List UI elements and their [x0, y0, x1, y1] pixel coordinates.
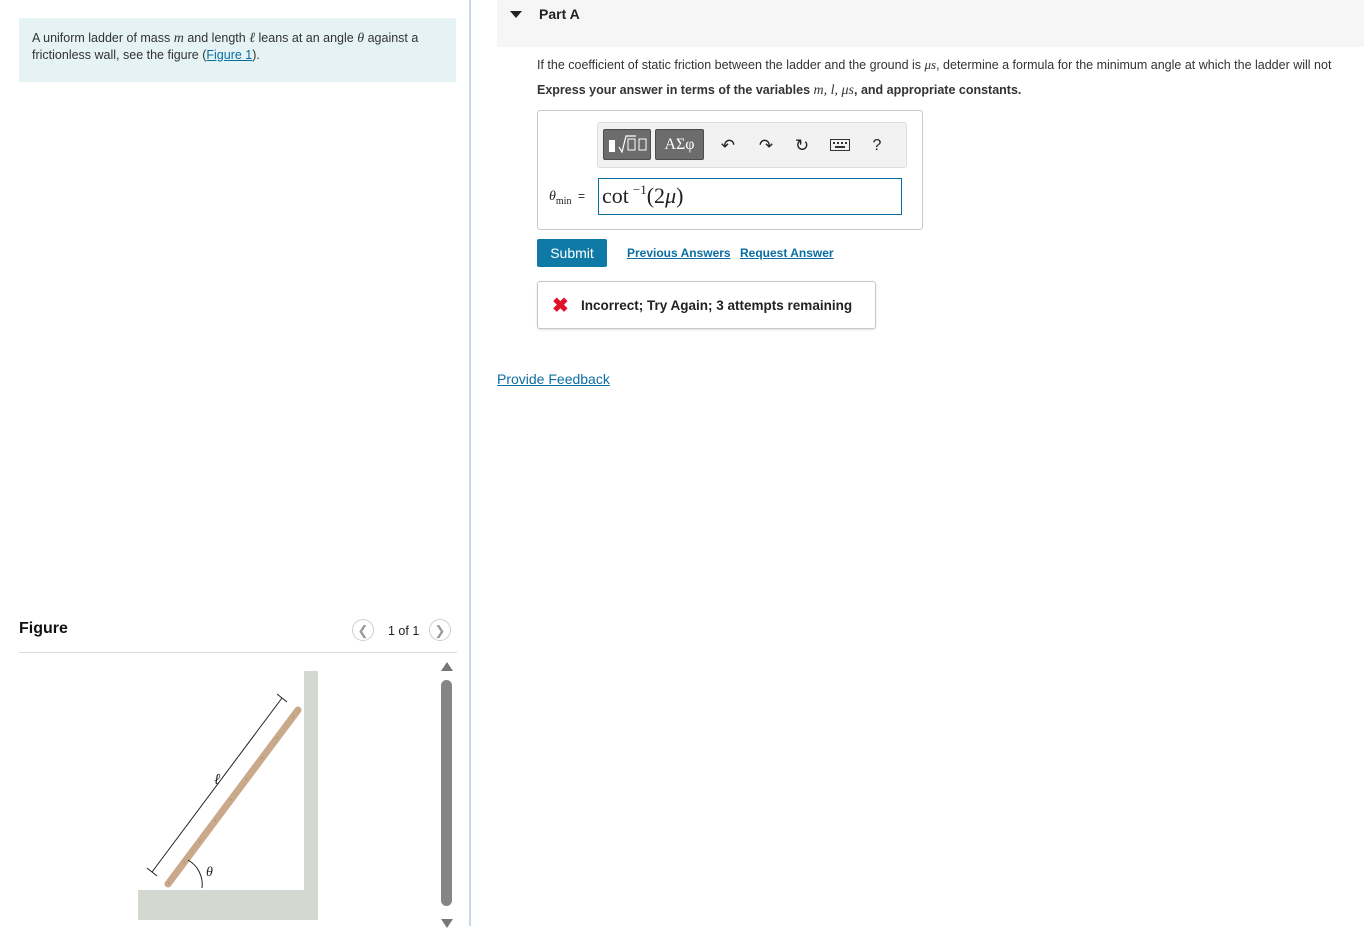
pane-divider[interactable]: [469, 0, 471, 926]
help-button[interactable]: ?: [872, 137, 882, 154]
question-part: , determine a formula for the minimum angle at which the ladder will not: [936, 58, 1332, 72]
request-answer-link[interactable]: Request Answer: [740, 246, 834, 260]
answer-expression: [602, 183, 683, 209]
var-theta: θ: [357, 31, 365, 46]
answer-arg-open: (2: [646, 183, 666, 208]
math-toolbar: [597, 122, 907, 168]
undo-icon[interactable]: ↶: [720, 136, 736, 155]
ground: [138, 890, 318, 920]
answer-func: cot: [602, 183, 629, 208]
part-a-header[interactable]: [497, 0, 1364, 47]
dimension-tick: [277, 694, 287, 702]
question-text: [537, 57, 1364, 73]
keyboard-icon[interactable]: [828, 134, 852, 158]
var-m: m: [173, 31, 184, 46]
var-length: ℓ: [249, 31, 256, 46]
intro-text: against a frictionless wall, see the figure (: [32, 31, 419, 62]
redo-icon[interactable]: ↷: [758, 136, 774, 155]
theta-symbol: θ: [549, 189, 556, 204]
var-mu-s: μs: [924, 57, 937, 72]
scroll-down-arrow[interactable]: [441, 919, 453, 928]
problem-intro: [19, 18, 456, 82]
figure-title: Figure: [19, 620, 68, 637]
feedback-message: Incorrect; Try Again; 3 attempts remaining: [581, 298, 853, 313]
answer-arg-var: μ: [665, 183, 677, 208]
subscript-min: min: [555, 195, 572, 207]
previous-answers-link[interactable]: Previous Answers: [627, 246, 731, 260]
feedback-message-box: [537, 281, 876, 329]
next-figure-button[interactable]: [429, 619, 451, 641]
left-pane: [0, 0, 470, 926]
ladder: [168, 710, 298, 884]
intro-text: leans at an angle: [255, 31, 358, 45]
answer-exponent: −1: [632, 182, 647, 197]
equals-sign: =: [577, 189, 585, 203]
instruction-text: [537, 83, 1021, 99]
caret-down-icon: [510, 11, 522, 18]
figure-1-link[interactable]: Figure 1: [206, 48, 253, 62]
keyboard-icon-graphic: [830, 139, 850, 151]
provide-feedback-link[interactable]: Provide Feedback: [497, 371, 610, 387]
greek-symbols-button[interactable]: ΑΣφ: [655, 129, 704, 160]
ladder-figure: [130, 664, 330, 926]
wall: [304, 671, 318, 896]
figure-header: [19, 618, 457, 653]
answer-input[interactable]: [598, 178, 902, 215]
answer-label: [549, 189, 585, 207]
figure-pager-count: 1 of 1: [388, 624, 420, 638]
chevron-right-icon: ❯: [434, 623, 446, 638]
scroll-up-arrow[interactable]: [441, 662, 453, 671]
intro-text: and length: [183, 31, 250, 45]
prev-figure-button[interactable]: [352, 619, 374, 641]
length-label: ℓ: [214, 772, 221, 788]
instruction-part: Express your answer in terms of the variables: [537, 83, 814, 97]
answer-arg-close: ): [676, 183, 684, 208]
answer-box: [537, 110, 923, 230]
angle-arc: [188, 860, 202, 888]
submit-button[interactable]: Submit: [537, 239, 607, 267]
ladder-diagram: [130, 664, 330, 926]
x-icon: ✖: [552, 295, 569, 317]
angle-label: θ: [206, 865, 213, 880]
dimension-tick: [147, 868, 157, 876]
reset-icon[interactable]: ↻: [794, 136, 810, 155]
intro-text: ).: [252, 48, 260, 62]
part-title: Part A: [539, 6, 580, 22]
template-sqrt-icon: [604, 130, 650, 159]
chevron-left-icon: ❮: [357, 623, 369, 638]
intro-text: A uniform ladder of mass: [32, 31, 174, 45]
instruction-variables: m, l, μs: [813, 83, 854, 98]
template-button[interactable]: [603, 129, 651, 160]
scrollbar-thumb[interactable]: [441, 680, 452, 906]
instruction-part: , and appropriate constants.: [854, 83, 1022, 97]
question-part: If the coefficient of static friction between the ladder and the ground is: [537, 58, 925, 72]
